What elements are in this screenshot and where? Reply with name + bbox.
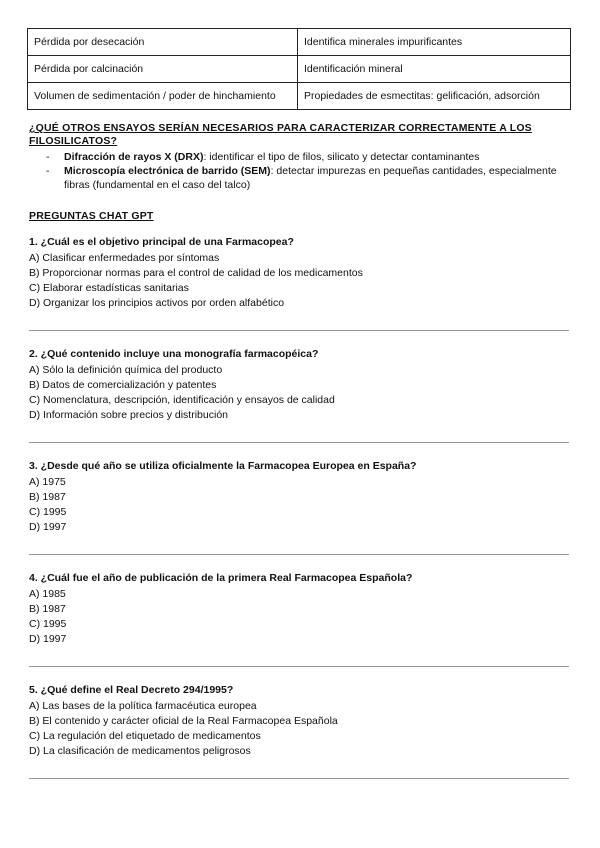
- option: D) 1997: [29, 521, 67, 533]
- question-block: [29, 571, 574, 647]
- otros-ensayos-section: [29, 122, 574, 192]
- option: B) El contenido y carácter oficial de la Real Farmacopea Española: [29, 715, 338, 727]
- table-cell: Propiedades de esmectitas: gelificación, adsorción: [298, 83, 571, 110]
- bullet-term: Microscopía electrónica de barrido (SEM): [64, 165, 271, 177]
- option: A) Clasificar enfermedades por síntomas: [29, 252, 220, 264]
- option: A) Las bases de la política farmacéutica europea: [29, 700, 257, 712]
- table-cell: Pérdida por desecación: [28, 29, 298, 56]
- option: A) 1985: [29, 588, 66, 600]
- question-block: [29, 235, 574, 311]
- separator-line: [29, 442, 569, 443]
- question-text: 3. ¿Desde qué año se utiliza oficialmente la Farmacopea Europea en España?: [29, 460, 417, 472]
- option: C) Elaborar estadísticas sanitarias: [29, 282, 189, 294]
- option: D) Información sobre precios y distribución: [29, 409, 228, 421]
- table-cell: Volumen de sedimentación / poder de hinchamiento: [28, 83, 298, 110]
- option: A) 1975: [29, 476, 66, 488]
- separator-line: [29, 666, 569, 667]
- separator-line: [29, 330, 569, 331]
- option: D) 1997: [29, 633, 67, 645]
- bullet-dash: -: [46, 151, 50, 163]
- separator-line: [29, 778, 569, 779]
- table-cell: Pérdida por calcinación: [28, 56, 298, 83]
- question-block: [29, 683, 574, 759]
- preguntas-heading: [29, 210, 574, 223]
- bullet-text: : detectar impurezas en pequeñas cantidades, especialmente fibras (fundamental en el caso del talco): [64, 165, 557, 191]
- heading-line-2: FILOSILICATOS?: [29, 135, 118, 147]
- bullet-item: [29, 164, 574, 192]
- option: B) Proporcionar normas para el control de calidad de los medicamentos: [29, 267, 363, 279]
- section-heading: [29, 122, 574, 148]
- table-row: [28, 83, 571, 110]
- option: C) 1995: [29, 506, 67, 518]
- option: C) La regulación del etiquetado de medicamentos: [29, 730, 261, 742]
- option: B) Datos de comercialización y patentes: [29, 379, 217, 391]
- table-cell: Identificación mineral: [298, 56, 571, 83]
- question-block: [29, 459, 574, 535]
- option: B) 1987: [29, 491, 66, 503]
- bullet-text: : identificar el tipo de filos, silicato y detectar contaminantes: [203, 151, 480, 163]
- table-cell: Identifica minerales impurificantes: [298, 29, 571, 56]
- question-text: 1. ¿Cuál es el objetivo principal de una Farmacopea?: [29, 236, 294, 248]
- heading-line-1: ¿QUÉ OTROS ENSAYOS SERÍAN NECESARIOS PARA CARACTERIZAR CORRECTAMENTE A LOS: [29, 122, 532, 134]
- option: D) Organizar los principios activos por orden alfabético: [29, 297, 285, 309]
- separator-line: [29, 554, 569, 555]
- option: B) 1987: [29, 603, 66, 615]
- bullet-dash: -: [46, 165, 50, 177]
- bullet-term: Difracción de rayos X (DRX): [64, 151, 204, 163]
- question-block: [29, 347, 574, 423]
- properties-table: [27, 28, 571, 110]
- table-row: [28, 56, 571, 83]
- bullet-item: [29, 150, 574, 164]
- option: A) Sólo la definición química del producto: [29, 364, 223, 376]
- table-row: [28, 29, 571, 56]
- option: C) Nomenclatura, descripción, identificación y ensayos de calidad: [29, 394, 335, 406]
- question-text: 5. ¿Qué define el Real Decreto 294/1995?: [29, 684, 234, 696]
- option: C) 1995: [29, 618, 67, 630]
- section-heading: PREGUNTAS CHAT GPT: [29, 210, 154, 222]
- question-text: 4. ¿Cuál fue el año de publicación de la primera Real Farmacopea Española?: [29, 572, 413, 584]
- question-text: 2. ¿Qué contenido incluye una monografía farmacopéica?: [29, 348, 319, 360]
- option: D) La clasificación de medicamentos peligrosos: [29, 745, 251, 757]
